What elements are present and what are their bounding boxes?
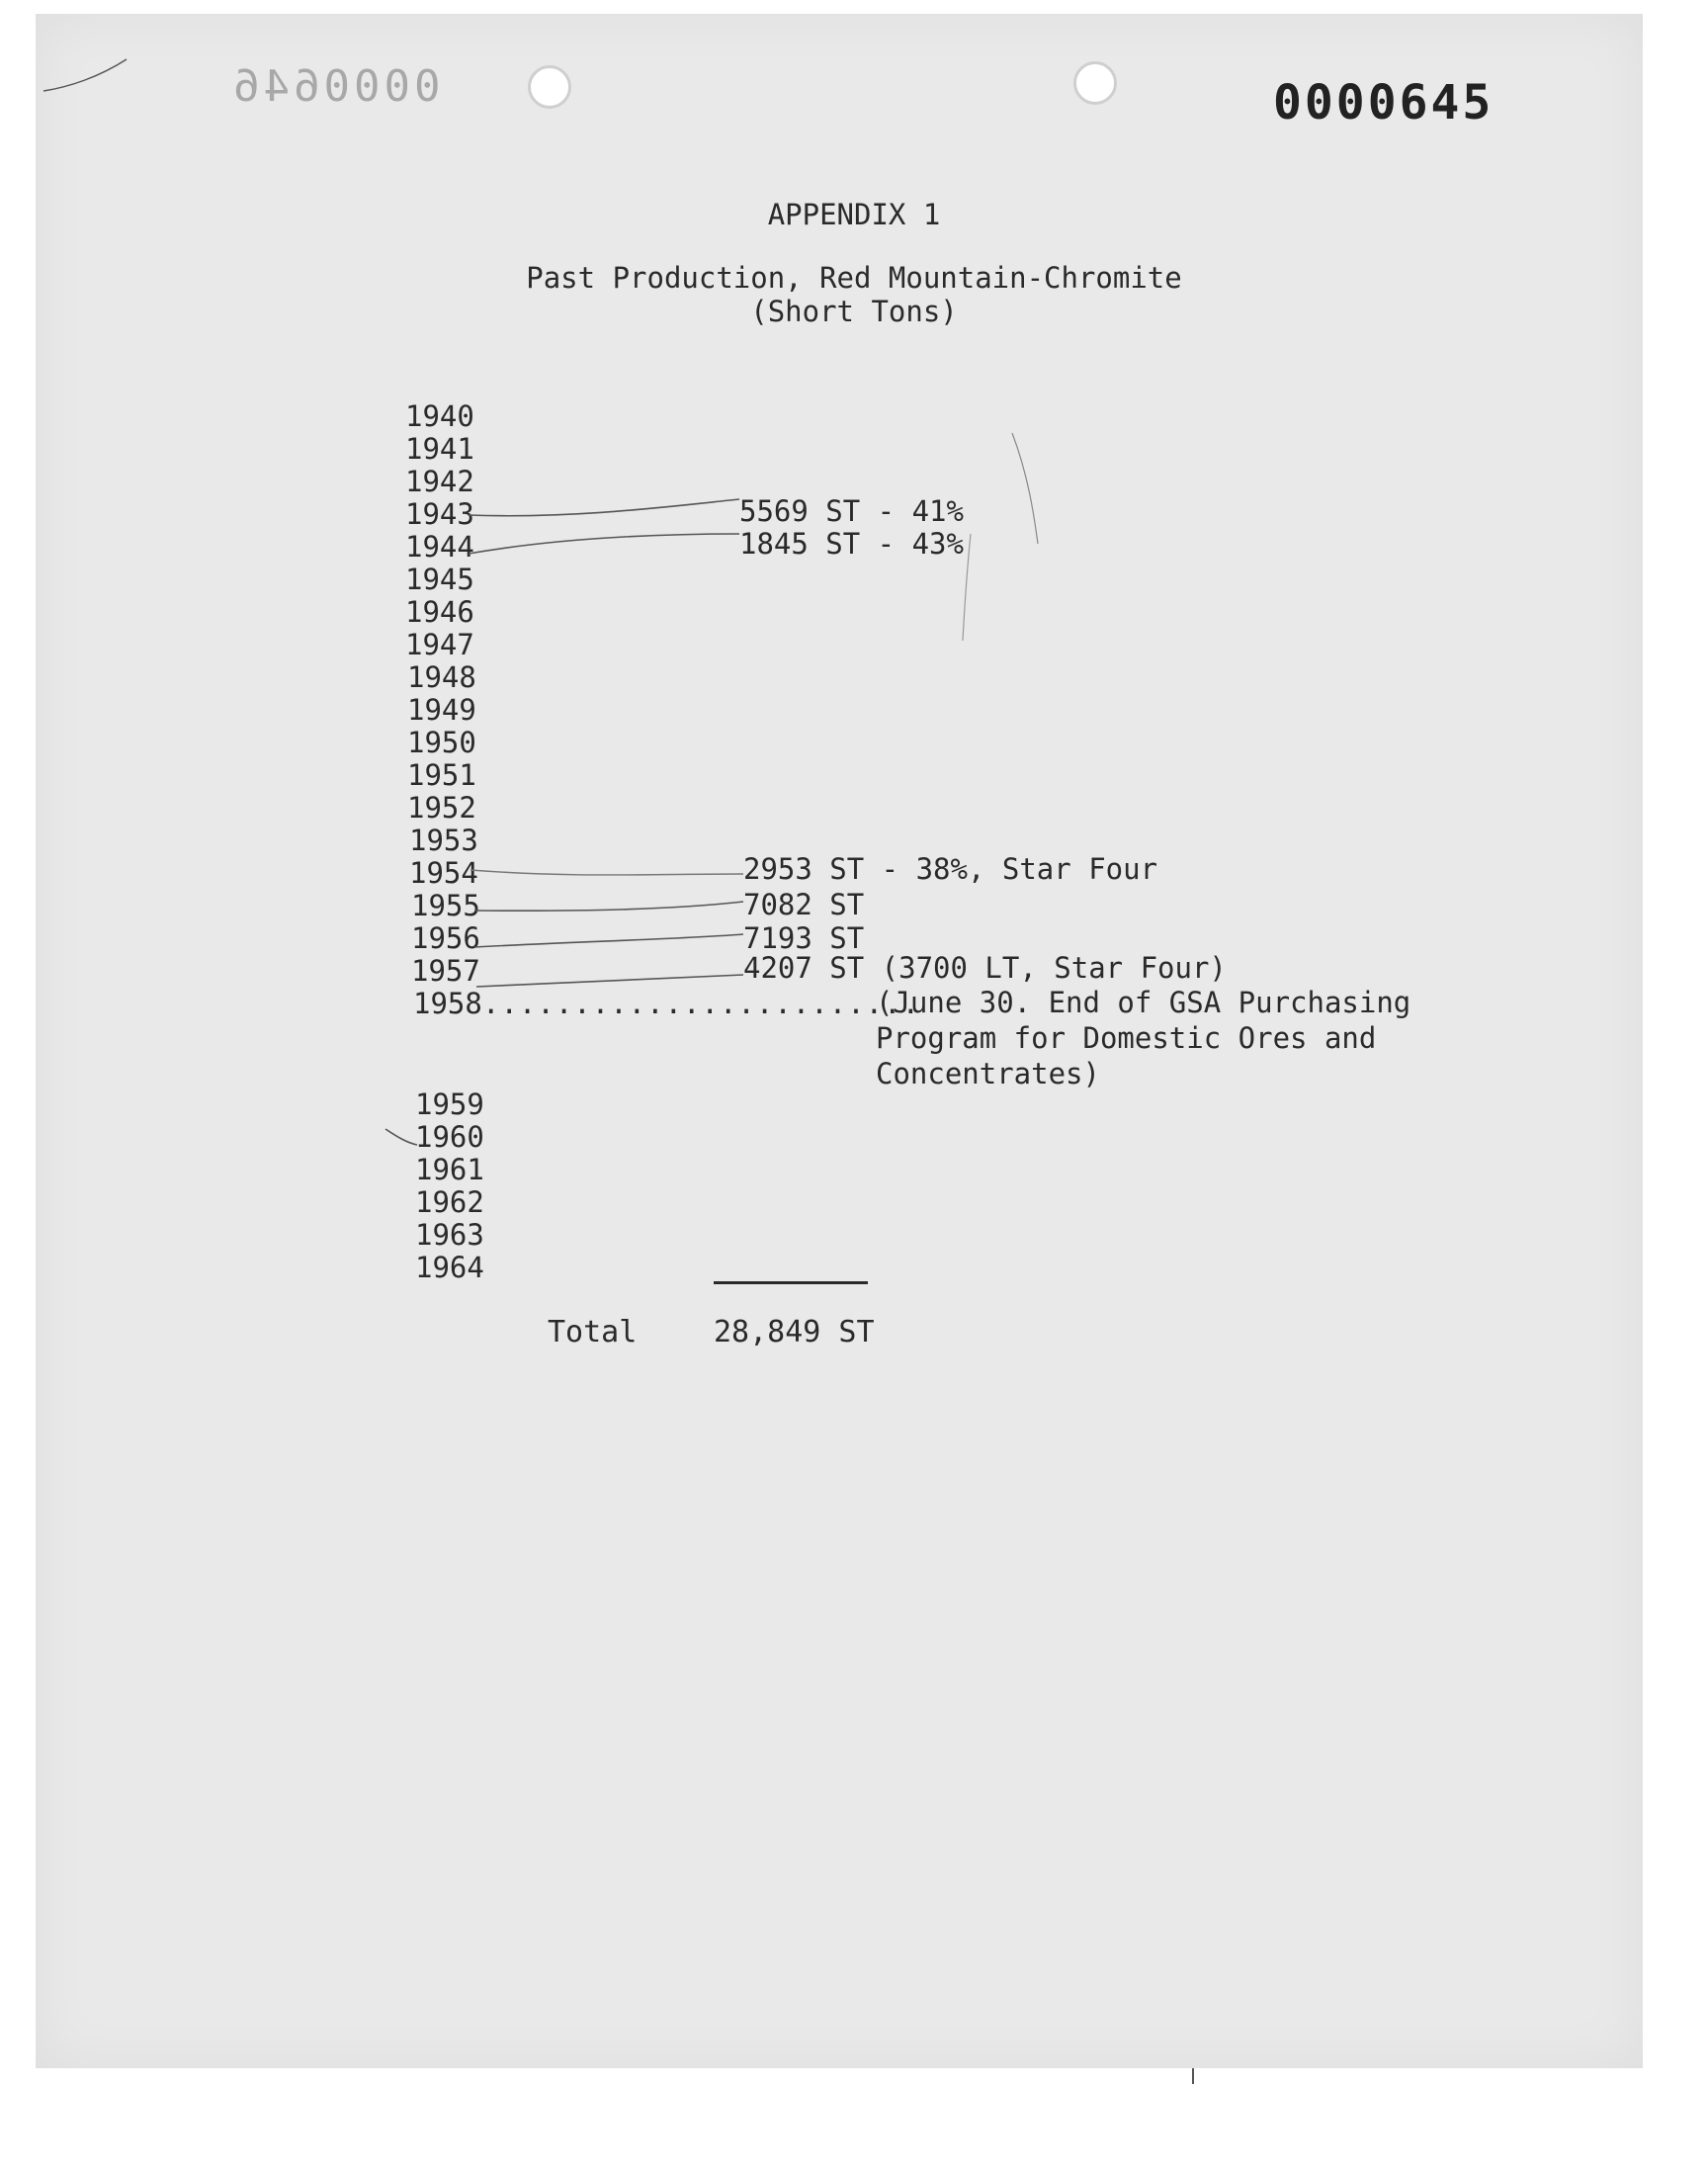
year-label: 1964	[415, 1251, 484, 1284]
year-label: 1957	[411, 954, 480, 988]
year-label: 1953	[409, 824, 478, 857]
year-label: 1943	[405, 497, 474, 531]
document-title: Past Production, Red Mountain-Chromite	[526, 261, 1182, 295]
mirrored-bleedthrough-number: 0000646	[229, 61, 441, 112]
year-label: 1950	[407, 726, 476, 759]
gsa-program-note	[876, 985, 1410, 1091]
year-label: 1959	[415, 1088, 484, 1121]
connector-line-1943	[469, 499, 739, 516]
total-label: Total	[548, 1315, 638, 1349]
pen-stroke-mark	[1012, 433, 1038, 544]
year-label: 1946	[405, 595, 474, 629]
connector-line-1955	[474, 902, 743, 911]
year-label: 1961	[415, 1153, 484, 1186]
production-entry-1944: 1845 ST - 43%	[739, 527, 964, 561]
note-line: Program for Domestic Ores and	[876, 1021, 1377, 1055]
year-label: 1954	[409, 856, 478, 890]
scan-edge-mark	[1192, 2068, 1194, 2084]
connector-line-1944	[469, 534, 739, 554]
note-line: (June 30. End of GSA Purchasing	[876, 986, 1411, 1019]
connector-line-1960	[385, 1129, 417, 1145]
year-label: 1956	[411, 921, 480, 955]
year-label: 1942	[405, 465, 474, 498]
year-label: 1944	[405, 530, 474, 564]
production-entry-1957: 4207 ST (3700 LT, Star Four)	[743, 951, 1227, 985]
connector-line-1957	[476, 975, 743, 987]
leader-dots-1958: ........................	[482, 987, 921, 1020]
note-line: Concentrates)	[876, 1057, 1100, 1090]
production-entry-1954: 2953 ST - 38%, Star Four	[743, 852, 1158, 886]
year-label: 1949	[407, 693, 476, 727]
total-value: 28,849 ST	[714, 1315, 875, 1349]
production-entry-1956: 7193 ST	[743, 921, 865, 955]
year-label: 1960	[415, 1120, 484, 1154]
year-label: 1958	[413, 987, 482, 1020]
total-rule	[714, 1281, 868, 1284]
year-label: 1945	[405, 563, 474, 596]
year-label: 1962	[415, 1185, 484, 1219]
year-label: 1940	[405, 399, 474, 433]
year-label: 1955	[411, 889, 480, 922]
production-entry-1955: 7082 ST	[743, 888, 865, 921]
connector-line-1954	[470, 870, 743, 875]
connector-line-1956	[474, 934, 743, 947]
year-label: 1941	[405, 432, 474, 466]
year-label: 1963	[415, 1218, 484, 1252]
document-subtitle: (Short Tons)	[750, 295, 958, 328]
year-label: 1952	[407, 791, 476, 825]
page-number-stamp: 0000645	[1273, 75, 1494, 130]
year-label: 1951	[407, 758, 476, 792]
corner-scuff-mark	[43, 59, 127, 91]
year-label: 1948	[407, 660, 476, 694]
production-entry-1943: 5569 ST - 41%	[739, 494, 964, 528]
pen-stroke-mark	[963, 534, 971, 641]
appendix-heading: APPENDIX 1	[767, 198, 941, 231]
year-label: 1947	[405, 628, 474, 661]
